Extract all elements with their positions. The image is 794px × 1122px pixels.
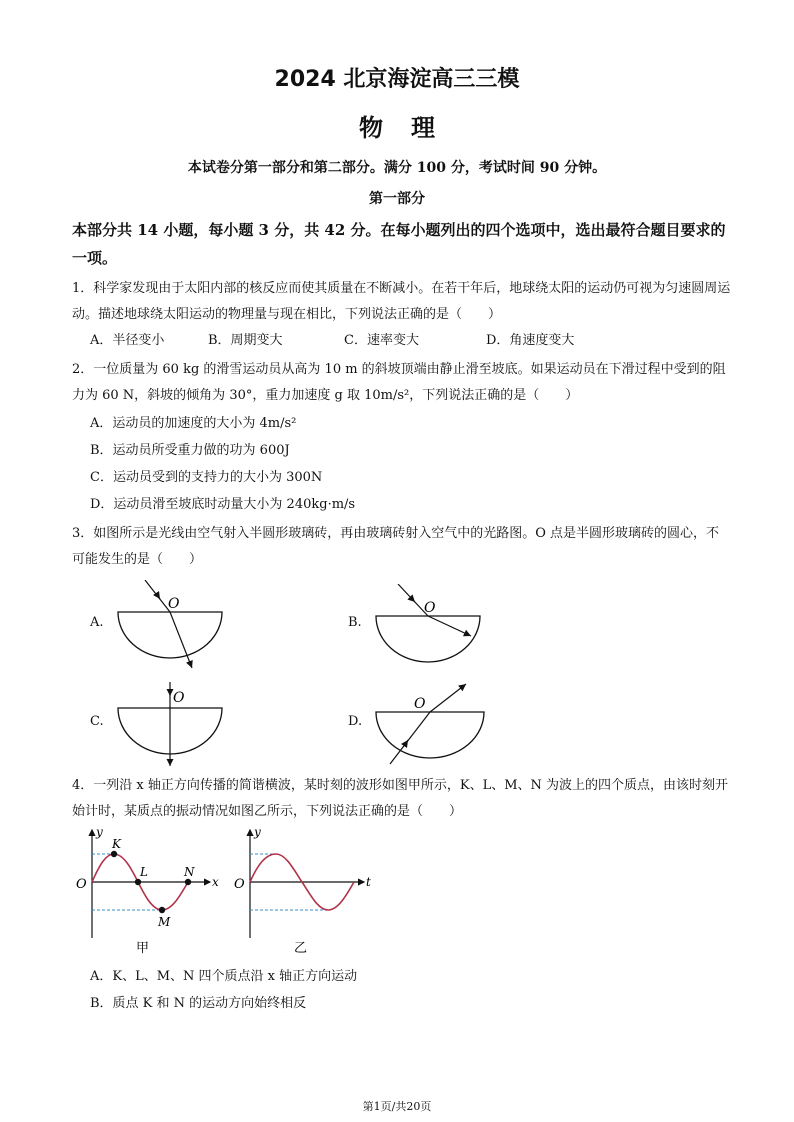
svg-text:t: t [366,875,371,889]
question-2-option-c: C．运动员受到的支持力的大小为 300N [90,470,323,485]
light-path-diagram-a [110,580,230,675]
svg-text:K: K [112,837,121,851]
wave-graph-jia [72,826,227,961]
svg-text:L: L [140,865,148,879]
point-n [185,879,191,885]
diagram-a-center-label: O [168,596,180,612]
question-3-text: 3．如图所示是光线由空气射入半圆形玻璃砖，再由玻璃砖射入空气中的光路图。O 点是半圆形玻璃砖的圆心，不可能发生的是（ ） [72,526,720,567]
question-4-text: 4．一列沿 x 轴正方向传播的简谐横波，某时刻的波形如图甲所示，K、L、M、N 为波上的四个质点，由该时刻开始计时，某质点的振动情况如图乙所示，下列说法正确的是（ ） [72,778,729,819]
vibration-graph-yi [232,826,382,961]
svg-text:M: M [158,915,171,929]
diagram-b-center-label: O [424,600,436,616]
subject-title: 物理 [359,114,463,142]
svg-text:O: O [234,877,245,892]
point-l [135,879,141,885]
svg-text:O: O [76,877,87,892]
question-2-option-a: A．运动员的加速度的大小为 4m/s² [90,416,297,431]
question-2-text: 2．一位质量为 60 kg 的滑雪运动员从高为 10 m 的斜坡顶端由静止滑至坡底。如果运动员在下滑过程中受到的阻力为 60 N，斜坡的倾角为 30°，重力加速度 g 取 10m/s²，下列说法正确的是（ ） [72,362,726,403]
question-1-option-b: B．周期变大 [208,333,283,348]
question-2-option-b: B．运动员所受重力做的功为 600J [90,443,290,458]
part-title: 第一部分 [369,191,425,207]
diagram-d-center-label: O [414,696,426,712]
point-m [159,907,165,913]
light-path-diagram-b [368,584,488,669]
question-3-option-b: B. [348,615,362,630]
question-1-option-a: A．半径变小 [90,333,165,348]
question-1-text: 1．科学家发现由于太阳内部的核反应而使其质量在不断减小。在若干年后，地球绕太阳的运动仍可视为匀速圆周运动。描述地球绕太阳运动的物理量与现在相比，下列说法正确的是（ ） [72,281,731,322]
exam-title: 2024 北京海淀高三三模 [274,67,520,92]
svg-text:N: N [184,865,195,879]
question-2-option-d: D．运动员滑至坡底时动量大小为 240kg·m/s [90,497,356,512]
exam-intro: 本试卷分第一部分和第二部分。满分 100 分，考试时间 90 分钟。 [187,160,607,176]
question-3-option-d: D. [348,714,363,729]
point-k [111,851,117,857]
svg-text:甲: 甲 [136,941,150,956]
svg-text:乙: 乙 [294,941,308,956]
diagram-c-center-label: O [173,690,185,706]
section-instructions: 本部分共 14 小题，每小题 3 分，共 42 分。在每小题列出的四个选项中，选出最符合题目要求的一项。 [72,221,726,267]
page-number: 第1页/共20页 [362,1100,432,1113]
question-1-option-c: C．速率变大 [344,333,419,348]
question-4-option-b: B．质点 K 和 N 的运动方向始终相反 [90,996,307,1011]
question-1-option-d: D．角速度变大 [486,333,575,348]
svg-text:y: y [96,826,103,839]
svg-text:y: y [254,826,261,839]
question-3-option-a: A. [90,615,104,630]
question-3-option-c: C. [90,714,104,729]
svg-text:x: x [212,875,219,889]
light-path-diagram-c [110,682,230,772]
light-path-diagram-d [370,680,490,772]
question-4-option-a: A．K、L、M、N 四个质点沿 x 轴正方向运动 [90,969,358,984]
